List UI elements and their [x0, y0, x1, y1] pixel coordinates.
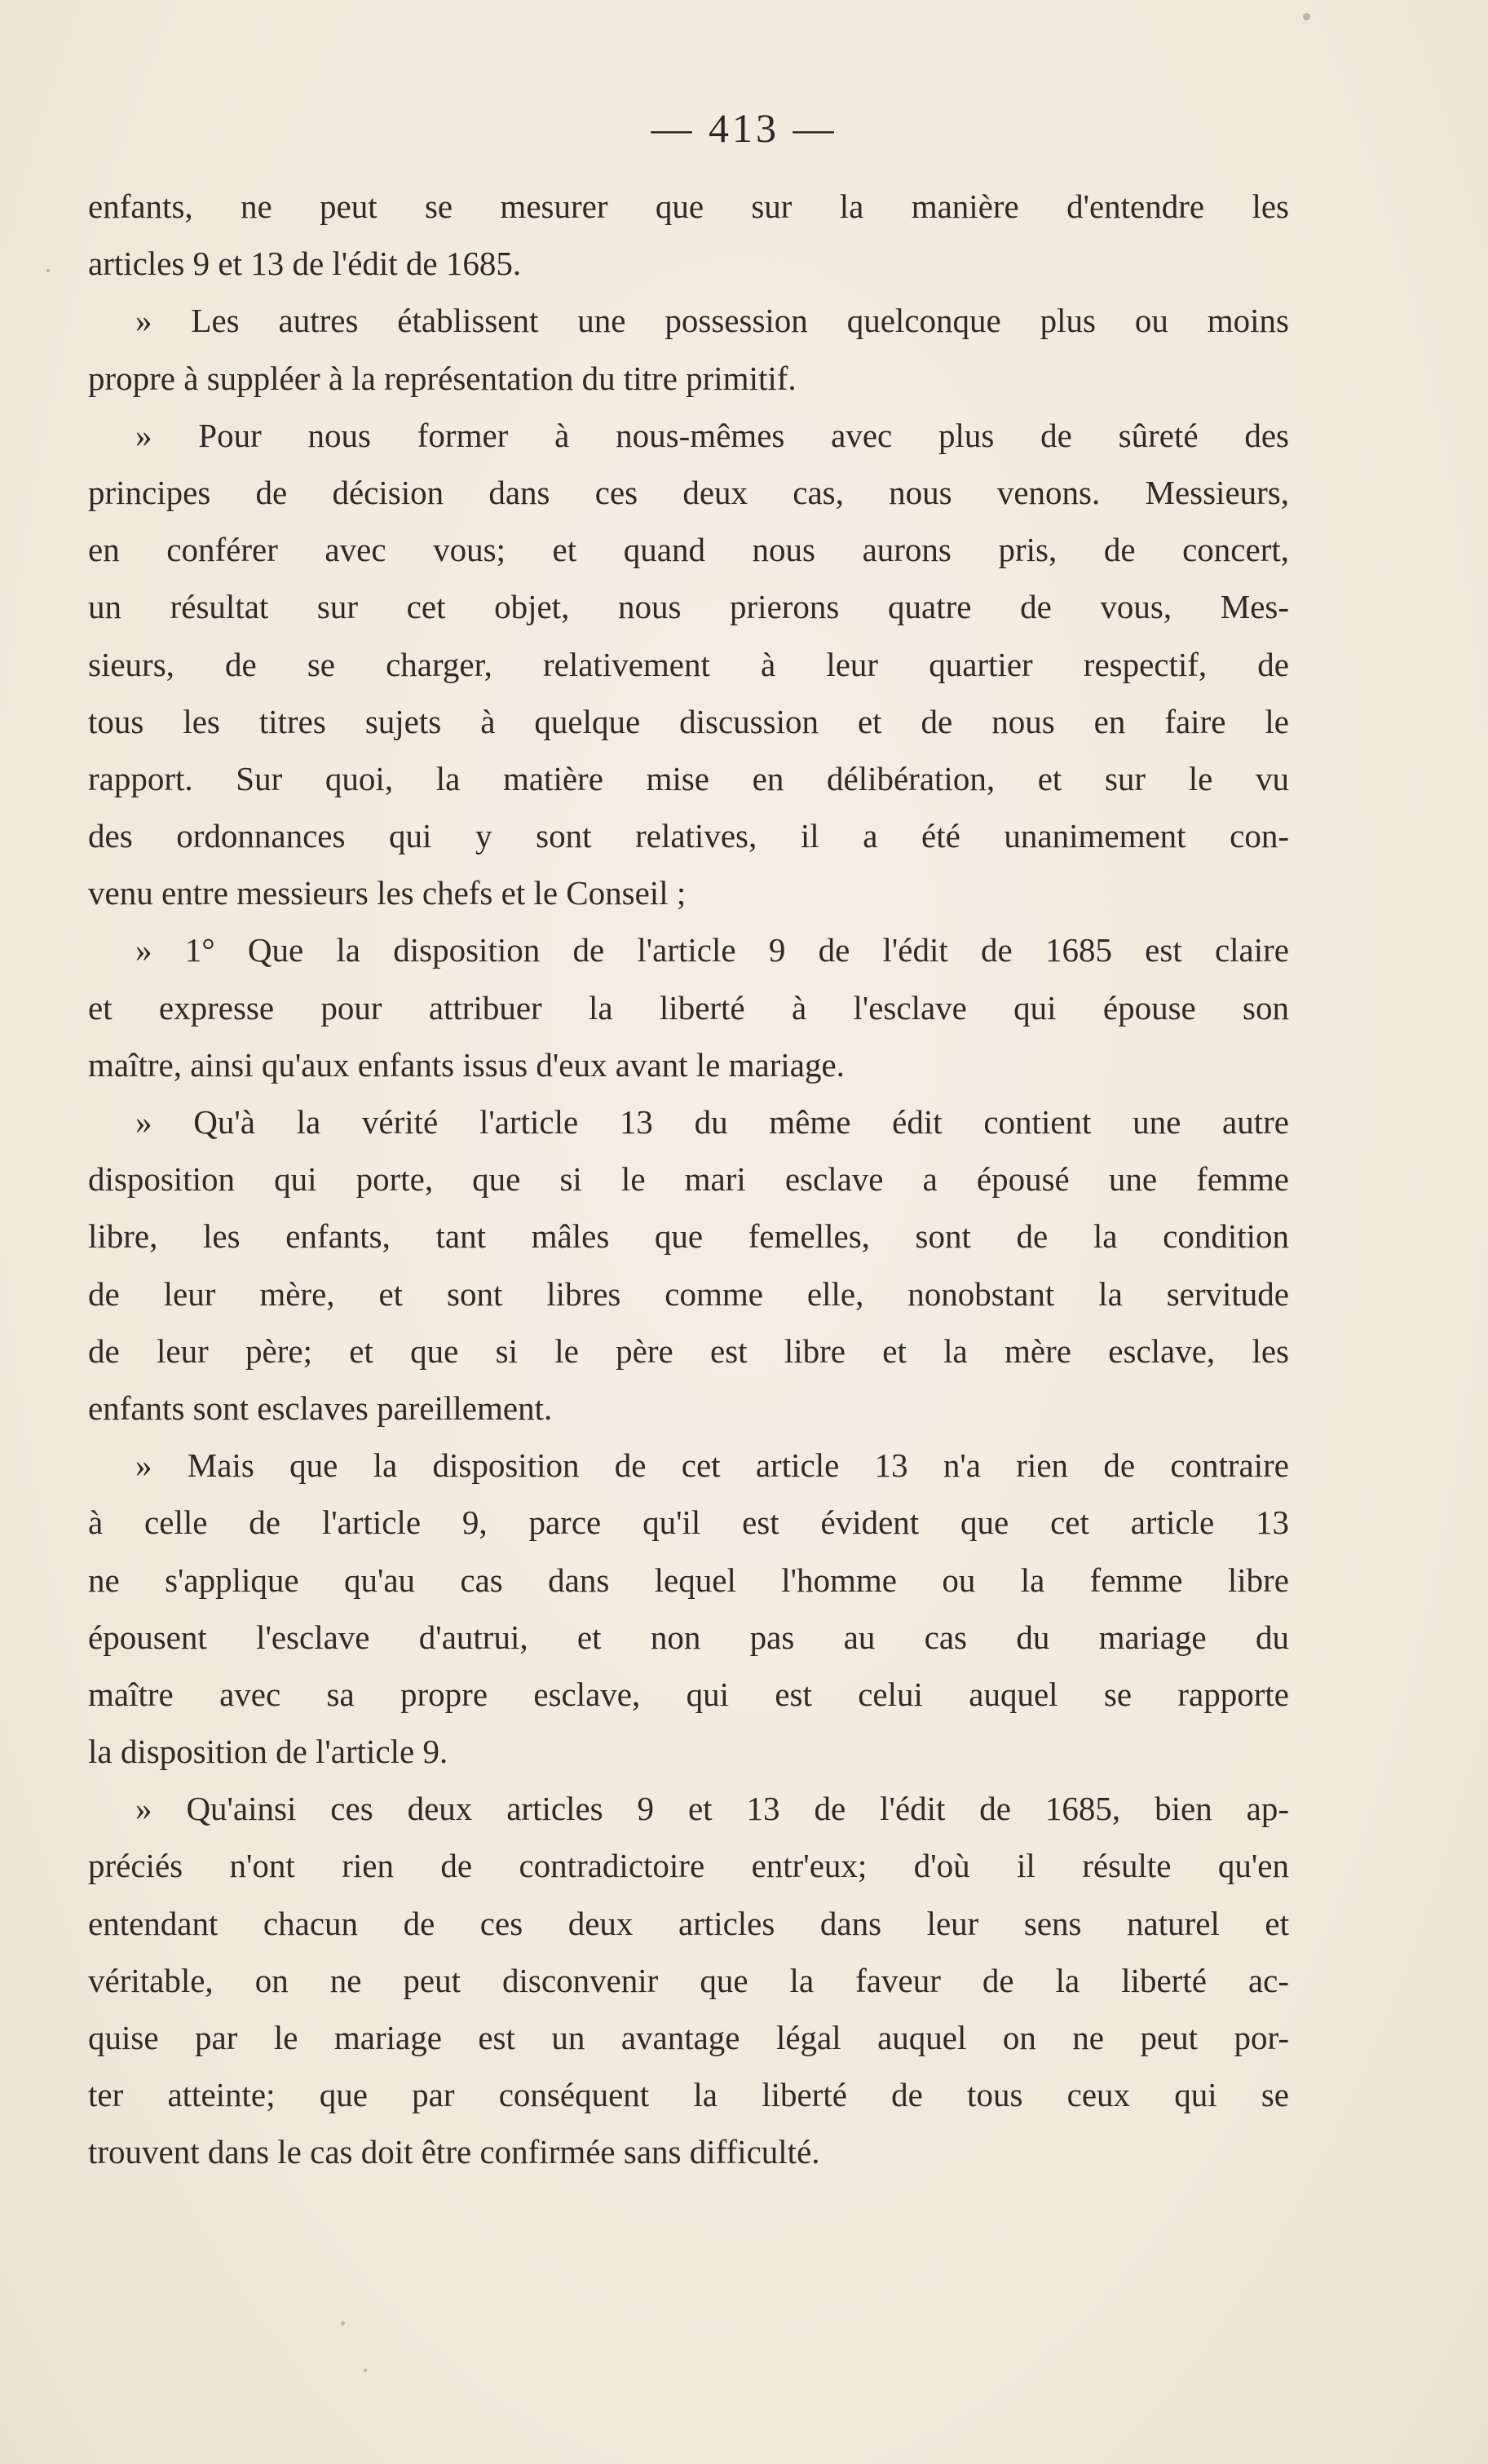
body-text: [88, 178, 1289, 2181]
text-line: véritable, on ne peut disconvenir que la faveur de la liberté ac-: [88, 1961, 1289, 1999]
text-line: » Mais que la disposition de cet article 13 n'a rien de contraire: [135, 1446, 1289, 1485]
text-line: ter atteinte; que par conséquent la liberté de tous ceux qui se: [88, 2076, 1289, 2114]
text-line: à celle de l'article 9, parce qu'il est évident que cet article 13: [88, 1504, 1289, 1542]
paper-speck: [364, 2369, 367, 2372]
text-line: en conférer avec vous; et quand nous aurons pris, de concert,: [88, 531, 1289, 569]
text-line: des ordonnances qui y sont relatives, il a été unanimement con-: [88, 817, 1289, 855]
text-line: maître, ainsi qu'aux enfants issus d'eux avant le mariage.: [88, 1045, 845, 1084]
text-line: » Qu'ainsi ces deux articles 9 et 13 de l'édit de 1685, bien ap-: [135, 1790, 1289, 1828]
text-line: libre, les enfants, tant mâles que femelles, sont de la condition: [88, 1217, 1289, 1256]
text-line: » 1° Que la disposition de l'article 9 de l'édit de 1685 est claire: [135, 931, 1289, 969]
text-line: épousent l'esclave d'autrui, et non pas au cas du mariage du: [88, 1618, 1289, 1656]
text-line: principes de décision dans ces deux cas, nous venons. Messieurs,: [88, 473, 1289, 511]
text-line: » Les autres établissent une possession quelconque plus ou moins: [135, 302, 1289, 340]
text-line: enfants, ne peut se mesurer que sur la manière d'entendre les: [88, 188, 1289, 225]
paper-speck: [46, 269, 50, 272]
page-number: — 413 —: [651, 105, 837, 151]
text-line: entendant chacun de ces deux articles dans leur sens naturel et: [88, 1904, 1289, 1942]
text-line: un résultat sur cet objet, nous prierons quatre de vous, Mes-: [88, 588, 1289, 626]
text-line: trouvent dans le cas doit être confirmée sans difficulté.: [88, 2133, 820, 2171]
text-line: rapport. Sur quoi, la matière mise en délibération, et sur le vu: [88, 759, 1289, 797]
text-line: » Pour nous former à nous-mêmes avec plus de sûreté des: [135, 416, 1289, 454]
text-line: ne s'applique qu'au cas dans lequel l'homme ou la femme libre: [88, 1561, 1289, 1599]
text-line: enfants sont esclaves pareillement.: [88, 1389, 553, 1427]
paper-speck: [1303, 13, 1310, 20]
text-line: de leur père; et que si le père est libre et la mère esclave, les: [88, 1331, 1289, 1370]
text-line: préciés n'ont rien de contradictoire entr'eux; d'où il résulte qu'en: [88, 1847, 1289, 1885]
text-line: articles 9 et 13 de l'édit de 1685.: [88, 245, 522, 283]
text-line: et expresse pour attribuer la liberté à l'esclave qui épouse son: [88, 988, 1289, 1027]
text-line: la disposition de l'article 9.: [88, 1733, 448, 1771]
text-line: de leur mère, et sont libres comme elle, nonobstant la servitude: [88, 1274, 1289, 1313]
text-line: quise par le mariage est un avantage légal auquel on ne peut por-: [88, 2019, 1289, 2056]
text-line: propre à suppléer à la représentation du titre primitif.: [88, 359, 797, 397]
text-line: » Qu'à la vérité l'article 13 du même édit contient une autre: [135, 1103, 1289, 1141]
text-line: venu entre messieurs les chefs et le Conseil ;: [88, 874, 687, 912]
text-line: tous les titres sujets à quelque discussion et de nous en faire le: [88, 702, 1289, 740]
paper-speck: [341, 2321, 345, 2325]
text-line: maître avec sa propre esclave, qui est celui auquel se rapporte: [88, 1675, 1289, 1713]
text-line: disposition qui porte, que si le mari esclave a épousé une femme: [88, 1160, 1289, 1199]
text-line: sieurs, de se charger, relativement à leur quartier respectif, de: [88, 645, 1289, 683]
